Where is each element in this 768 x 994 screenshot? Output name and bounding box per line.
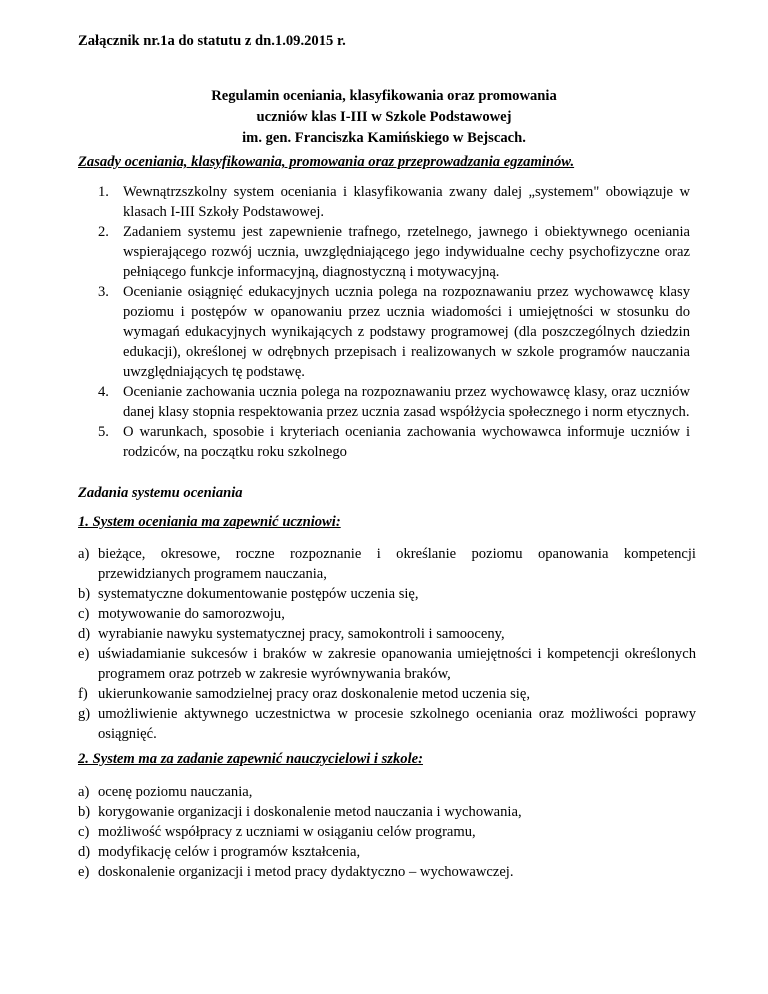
item-text: Zadaniem systemu jest zapewnienie trafnego, rzetelnego, jawnego i obiektywnego oceniania wspierającego rozwój ucznia, uwzględniającego jego indywidualne cechy psychofizyczne oraz pełniącego funkcje informacyjną, diagnostyczną i motywacyjną.	[123, 224, 690, 280]
item-text: bieżące, okresowe, roczne rozpoznanie i określanie poziomu opanowania kompetencji przewidzianych programem nauczania,	[98, 546, 696, 582]
annex-header: Załącznik nr.1a do statutu z dn.1.09.2015 r.	[78, 33, 346, 49]
list-item	[78, 842, 696, 862]
list-item	[78, 684, 696, 704]
rules-list	[78, 182, 690, 462]
list-item	[78, 584, 696, 604]
item-text: motywowanie do samorozwoju,	[98, 606, 285, 622]
list-item	[78, 422, 690, 462]
list-item	[78, 644, 696, 684]
list-item	[78, 822, 696, 842]
list-item	[78, 544, 696, 584]
list-item	[78, 862, 696, 882]
document-title	[78, 86, 690, 149]
title-line: im. gen. Franciszka Kamińskiego w Bejscach.	[242, 130, 526, 146]
student-goals-list	[78, 544, 696, 744]
item-letter: c)	[78, 606, 90, 622]
item-text: ocenę poziomu nauczania,	[98, 784, 253, 800]
subsection-heading-teacher: 2. System ma za zadanie zapewnić nauczycielowi i szkole:	[78, 751, 423, 767]
list-item	[78, 382, 690, 422]
item-letter: e)	[78, 864, 90, 880]
list-item	[78, 624, 696, 644]
item-text: O warunkach, sposobie i kryteriach oceniania zachowania wychowawca informuje uczniów i rodziców, na początku roku szkolnego	[123, 424, 690, 460]
item-text: korygowanie organizacji i doskonalenie metod nauczania i wychowania,	[98, 804, 522, 820]
list-item	[78, 604, 696, 624]
item-letter: b)	[78, 586, 91, 602]
list-item	[78, 802, 696, 822]
list-item	[78, 282, 690, 382]
item-text: Ocenianie osiągnięć edukacyjnych ucznia polega na rozpoznawaniu przez wychowawcę klasy poziomu i postępów w opanowaniu przez ucznia wiadomości i umiejętności w stosunku do wymagań edukacyjnych wynikających z podstawy programowej (dla poszczególnych dziedzin edukacji), określonej w odrębnych przepisach i realizowanych w szkole programów nauczania uwzględniających tę podstawę.	[123, 284, 690, 380]
item-number: 5.	[98, 424, 109, 440]
item-number: 4.	[98, 384, 109, 400]
item-text: ukierunkowanie samodzielnej pracy oraz doskonalenie metod uczenia się,	[98, 686, 530, 702]
teacher-goals-list	[78, 782, 696, 882]
item-text: systematyczne dokumentowanie postępów uczenia się,	[98, 586, 419, 602]
list-item	[78, 704, 696, 744]
item-letter: e)	[78, 646, 90, 662]
item-letter: a)	[78, 546, 90, 562]
item-text: możliwość współpracy z uczniami w osiąganiu celów programu,	[98, 824, 476, 840]
item-text: modyfikację celów i programów kształcenia,	[98, 844, 361, 860]
list-item	[78, 182, 690, 222]
section-heading-rules: Zasady oceniania, klasyfikowania, promowania oraz przeprowadzania egzaminów.	[78, 154, 575, 170]
item-text: Ocenianie zachowania ucznia polega na rozpoznawaniu przez wychowawcę klasy, oraz uczniów danej klasy stopnia respektowania przez ucznia zasad współżycia społecznego i norm etycznych.	[123, 384, 690, 420]
item-text: uświadamianie sukcesów i braków w zakresie opanowania umiejętności i kompetencji określonych programem oraz potrzeb w zakresie wyrównywania braków,	[98, 646, 696, 682]
section-heading-tasks: Zadania systemu oceniania	[78, 485, 243, 501]
subsection-heading-student: 1. System oceniania ma zapewnić uczniowi:	[78, 514, 341, 530]
item-text: umożliwienie aktywnego uczestnictwa w procesie szkolnego oceniania oraz możliwości poprawy osiągnięć.	[98, 706, 696, 742]
item-letter: g)	[78, 706, 91, 722]
item-number: 3.	[98, 284, 109, 300]
item-letter: f)	[78, 686, 88, 702]
item-letter: c)	[78, 824, 90, 840]
item-letter: a)	[78, 784, 90, 800]
item-text: Wewnątrzszkolny system oceniania i klasyfikowania zwany dalej „systemem" obowiązuje w klasach I-III Szkoły Podstawowej.	[123, 184, 690, 220]
item-text: doskonalenie organizacji i metod pracy dydaktyczno – wychowawczej.	[98, 864, 514, 880]
item-number: 2.	[98, 224, 109, 240]
title-line: uczniów klas I-III w Szkole Podstawowej	[256, 109, 512, 125]
item-text: wyrabianie nawyku systematycznej pracy, samokontroli i samooceny,	[98, 626, 505, 642]
list-item	[78, 782, 696, 802]
item-letter: d)	[78, 844, 91, 860]
list-item	[78, 222, 690, 282]
item-number: 1.	[98, 184, 109, 200]
item-letter: d)	[78, 626, 91, 642]
title-line: Regulamin oceniania, klasyfikowania oraz promowania	[211, 88, 557, 104]
item-letter: b)	[78, 804, 91, 820]
